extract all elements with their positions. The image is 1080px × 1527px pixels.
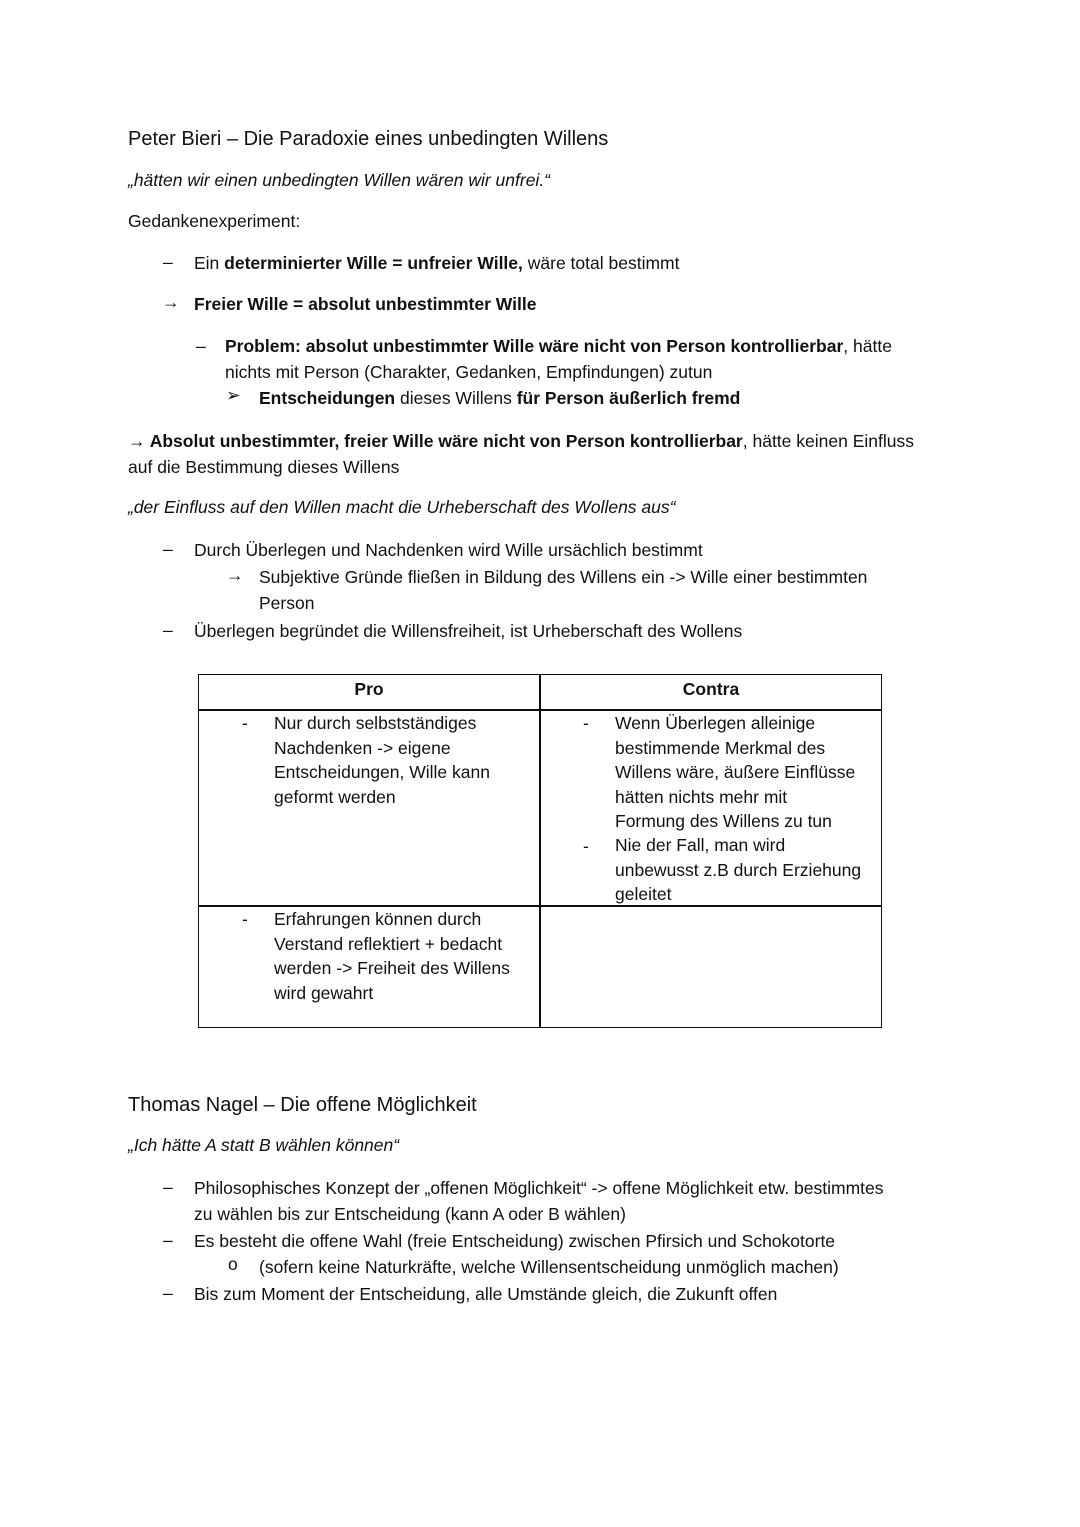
bullet-determined-will [194, 250, 679, 276]
text: , hätte [843, 336, 892, 356]
dash-bullet: - [583, 836, 589, 856]
bullet-decisions [259, 385, 740, 411]
quote-nagel: „Ich hätte A statt B wählen können“ [128, 1135, 400, 1155]
bullet-subjective-reasons: Subjektive Gründe fließen in Bildung des Willens ein -> Wille einer bestimmten [259, 567, 868, 587]
dash-bullet: - [583, 713, 589, 733]
table-header-pro: Pro [354, 679, 384, 699]
dash-bullet: - [242, 713, 248, 733]
quote-bieri-1: „hätten wir einen unbedingten Willen wären wir unfrei.“ [128, 170, 551, 190]
cell-line: Nur durch selbstständiges [274, 713, 477, 733]
bullet-subjective-reasons-line2: Person [259, 593, 315, 613]
cell-line: Formung des Willens zu tun [615, 811, 832, 831]
bullet-future-open: Bis zum Moment der Entscheidung, alle Umstände gleich, die Zukunft offen [194, 1284, 778, 1304]
bullet-deliberation: Durch Überlegen und Nachdenken wird Wille ursächlich bestimmt [194, 540, 703, 560]
section-heading-nagel: Thomas Nagel – Die offene Möglichkeit [128, 1094, 477, 1116]
table-cell-contra-1a [615, 711, 855, 834]
cell-line: werden -> Freiheit des Willens [274, 958, 510, 978]
dash-bullet: – [196, 336, 206, 356]
dash-bullet: - [242, 909, 248, 929]
dash-bullet: – [163, 620, 173, 640]
experiment-label: Gedankenexperiment: [128, 211, 301, 231]
table-header-contra: Contra [682, 679, 740, 699]
dash-bullet: – [163, 1177, 173, 1197]
circle-bullet-icon: o [228, 1254, 238, 1274]
arrowhead-bullet-icon: ➢ [226, 385, 241, 405]
cell-line: bestimmende Merkmal des [615, 737, 826, 758]
quote-bieri-2: „der Einfluss auf den Willen macht die Urheberschaft des Wollens aus“ [128, 497, 676, 517]
bullet-open-possibility: Philosophisches Konzept der „offenen Möglichkeit“ -> offene Möglichkeit etw. bestimmtes [194, 1178, 884, 1198]
bullet-open-possibility-line2: zu wählen bis zur Entscheidung (kann A oder B wählen) [194, 1204, 626, 1224]
cell-line: wird gewahrt [274, 982, 374, 1003]
conclusion-line2: auf die Bestimmung dieses Willens [128, 457, 400, 477]
conclusion-line1 [128, 428, 914, 454]
text: wäre total bestimmt [522, 253, 680, 273]
bullet-authorship: Überlegen begründet die Willensfreiheit, ist Urheberschaft des Wollens [194, 621, 743, 641]
cell-line: Nachdenken -> eigene [274, 737, 451, 758]
cell-line: Entscheidungen, Wille kann [274, 762, 490, 782]
text: , hätte keinen Einfluss [742, 431, 914, 451]
bullet-problem [225, 333, 892, 359]
bullet-free-will: Freier Wille = absolut unbestimmter Wille [194, 294, 537, 314]
text-bold: determinierter Wille = unfreier Wille, [224, 253, 523, 273]
section-heading-bieri: Peter Bieri – Die Paradoxie eines unbedingten Willens [128, 128, 609, 150]
bullet-open-choice: Es besteht die offene Wahl (freie Entscheidung) zwischen Pfirsich und Schokotorte [194, 1231, 836, 1251]
cell-line: Wenn Überlegen alleinige [615, 713, 816, 733]
dash-bullet: – [163, 539, 173, 559]
arrow-icon: → [162, 292, 180, 312]
text-bold: für Person äußerlich fremd [516, 388, 741, 408]
cell-line: geformt werden [274, 786, 396, 807]
cell-line: Verstand reflektiert + bedacht [274, 933, 503, 954]
dash-bullet: – [163, 252, 173, 272]
cell-line: Erfahrungen können durch [274, 909, 482, 929]
text-bold: → Absolut unbestimmter, freier Wille wäre nicht von Person kontrollierbar [128, 431, 743, 451]
table-column-divider [539, 674, 541, 1028]
bullet-natural-forces: (sofern keine Naturkräfte, welche Willensentscheidung unmöglich machen) [259, 1257, 839, 1277]
table-cell-pro-2 [274, 907, 510, 1005]
cell-line: Willens wäre, äußere Einflüsse [615, 762, 856, 782]
table-cell-contra-1b [615, 833, 861, 907]
text: dieses Willens [395, 388, 517, 408]
arrow-icon: → [226, 565, 244, 585]
text-bold: Entscheidungen [259, 388, 396, 408]
cell-line: hätten nichts mehr mit [615, 786, 788, 807]
cell-line: Nie der Fall, man wird [615, 835, 786, 855]
text-bold: Problem: absolut unbestimmter Wille wäre nicht von Person kontrollierbar [225, 336, 844, 356]
text: Ein [194, 253, 225, 273]
cell-line: unbewusst z.B durch Erziehung [615, 859, 862, 880]
bullet-problem-line2: nichts mit Person (Charakter, Gedanken, Empfindungen) zutun [225, 362, 713, 382]
dash-bullet: – [163, 1230, 173, 1250]
cell-line: geleitet [615, 884, 672, 904]
dash-bullet: – [163, 1283, 173, 1303]
table-cell-pro-1 [274, 711, 490, 809]
